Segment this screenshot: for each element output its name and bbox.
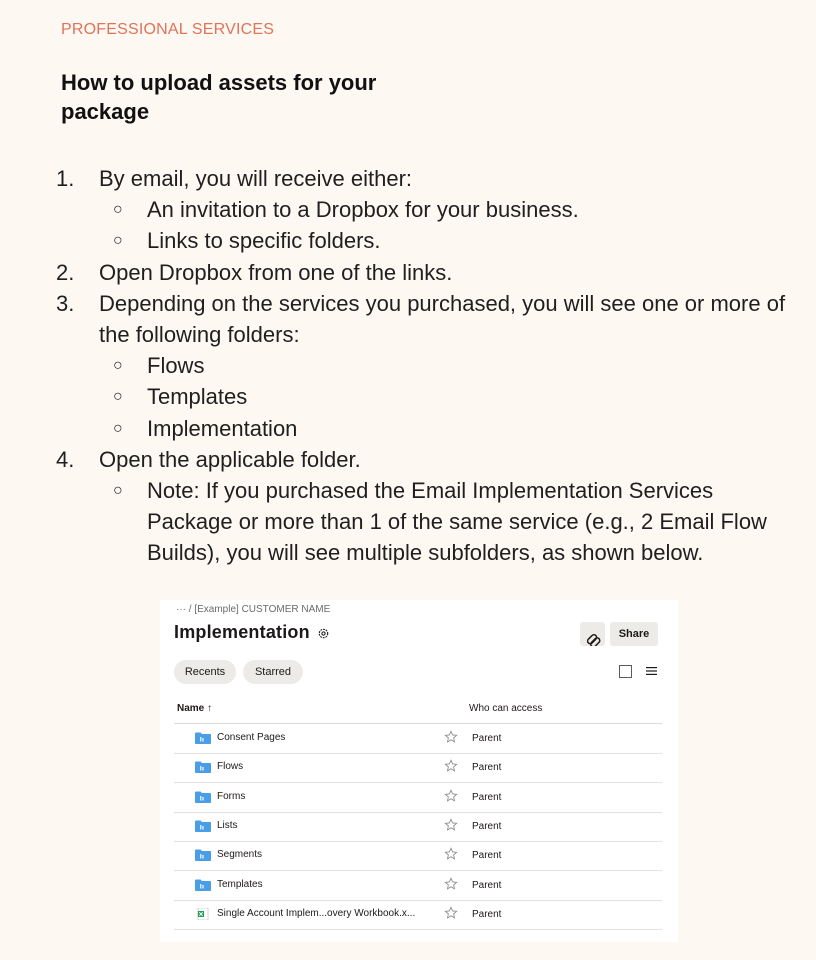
sub-item <box>56 413 796 444</box>
file-name[interactable]: Single Account Implem...overy Workbook.x... <box>217 907 416 919</box>
bullet-icon: ○ <box>113 201 123 219</box>
sub-item <box>56 350 796 381</box>
file-name[interactable]: Flows <box>217 761 244 773</box>
file-row[interactable] <box>174 724 662 754</box>
bullet-icon: ○ <box>113 482 123 500</box>
sub-item <box>56 475 796 569</box>
eyebrow-label: PROFESSIONAL SERVICES <box>61 21 275 38</box>
step-text: Open the applicable folder. <box>99 446 361 472</box>
spreadsheet-icon <box>195 908 211 920</box>
sub-item <box>56 225 796 256</box>
file-name[interactable]: Forms <box>217 790 246 802</box>
file-row[interactable] <box>174 871 662 901</box>
list-view-icon[interactable] <box>646 666 657 676</box>
file-name[interactable]: Segments <box>217 849 263 861</box>
dropbox-screenshot <box>160 600 678 942</box>
file-row[interactable] <box>174 841 662 871</box>
folder-icon <box>195 761 211 773</box>
sub-item-text: Implementation <box>147 415 298 441</box>
folder-icon <box>195 732 211 744</box>
star-icon[interactable] <box>444 847 458 861</box>
page-title: How to upload assets for your package <box>61 70 377 124</box>
bullet-icon: ○ <box>113 419 123 437</box>
step-item <box>56 288 796 350</box>
star-icon[interactable] <box>444 730 458 744</box>
folder-title: Implementation <box>174 622 310 642</box>
sub-item-text: Links to specific folders. <box>147 228 381 254</box>
step-number: 1. <box>56 166 75 191</box>
star-icon[interactable] <box>444 877 458 891</box>
breadcrumb[interactable]: ··· / [Example] CUSTOMER NAME <box>176 604 331 615</box>
file-name[interactable]: Templates <box>217 878 263 890</box>
access-value: Parent <box>472 850 502 862</box>
step-item <box>56 444 796 475</box>
star-icon[interactable] <box>444 906 458 920</box>
share-button[interactable]: Share <box>610 622 658 646</box>
file-row[interactable] <box>174 900 662 930</box>
sub-item-text: An invitation to a Dropbox for your business. <box>147 197 579 223</box>
link-icon <box>580 622 605 646</box>
sub-item-text: Note: If you purchased the Email Implementation Services Package or more than 1 of the same service (e.g., 2 Email Flow Builds), you will see multiple subfolders, as shown below. <box>147 478 767 566</box>
file-name[interactable]: Consent Pages <box>217 732 286 743</box>
filter-recents[interactable]: Recents <box>174 660 236 684</box>
column-header-name[interactable]: Name ↑ <box>177 703 213 714</box>
access-value: Parent <box>472 879 502 891</box>
bullet-icon: ○ <box>113 232 123 250</box>
steps-list <box>56 163 796 569</box>
sub-item <box>56 194 796 225</box>
star-icon[interactable] <box>444 759 458 773</box>
bullet-icon: ○ <box>113 388 123 406</box>
gear-icon[interactable] <box>317 627 330 640</box>
step-item <box>56 257 796 288</box>
star-icon[interactable] <box>444 818 458 832</box>
folder-icon <box>195 849 211 861</box>
bullet-icon: ○ <box>113 357 123 375</box>
step-number: 4. <box>56 446 75 472</box>
select-all-checkbox[interactable] <box>619 665 632 678</box>
file-row[interactable] <box>174 783 662 813</box>
step-number: 3. <box>56 290 75 316</box>
column-header-access[interactable]: Who can access <box>469 703 543 714</box>
step-number: 2. <box>56 259 75 285</box>
file-row[interactable] <box>174 812 662 842</box>
sub-item-text: Templates <box>147 384 248 410</box>
file-row[interactable] <box>174 753 662 783</box>
filter-starred[interactable]: Starred <box>243 660 303 684</box>
step-text: Open Dropbox from one of the links. <box>99 259 453 285</box>
file-name[interactable]: Lists <box>217 819 238 831</box>
sub-item <box>56 381 796 412</box>
copy-link-button[interactable] <box>580 622 605 646</box>
folder-icon <box>195 879 211 891</box>
access-value: Parent <box>472 908 502 920</box>
step-item <box>56 163 796 194</box>
sub-item-text: Flows <box>147 353 205 379</box>
access-value: Parent <box>472 733 502 744</box>
access-value: Parent <box>472 791 502 803</box>
star-icon[interactable] <box>444 789 458 803</box>
folder-icon <box>195 791 211 803</box>
step-text: By email, you will receive either: <box>99 166 413 191</box>
access-value: Parent <box>472 762 502 774</box>
folder-icon <box>195 820 211 832</box>
step-text: Depending on the services you purchased, you will see one or more of the following folders: <box>99 290 786 348</box>
access-value: Parent <box>472 820 502 832</box>
